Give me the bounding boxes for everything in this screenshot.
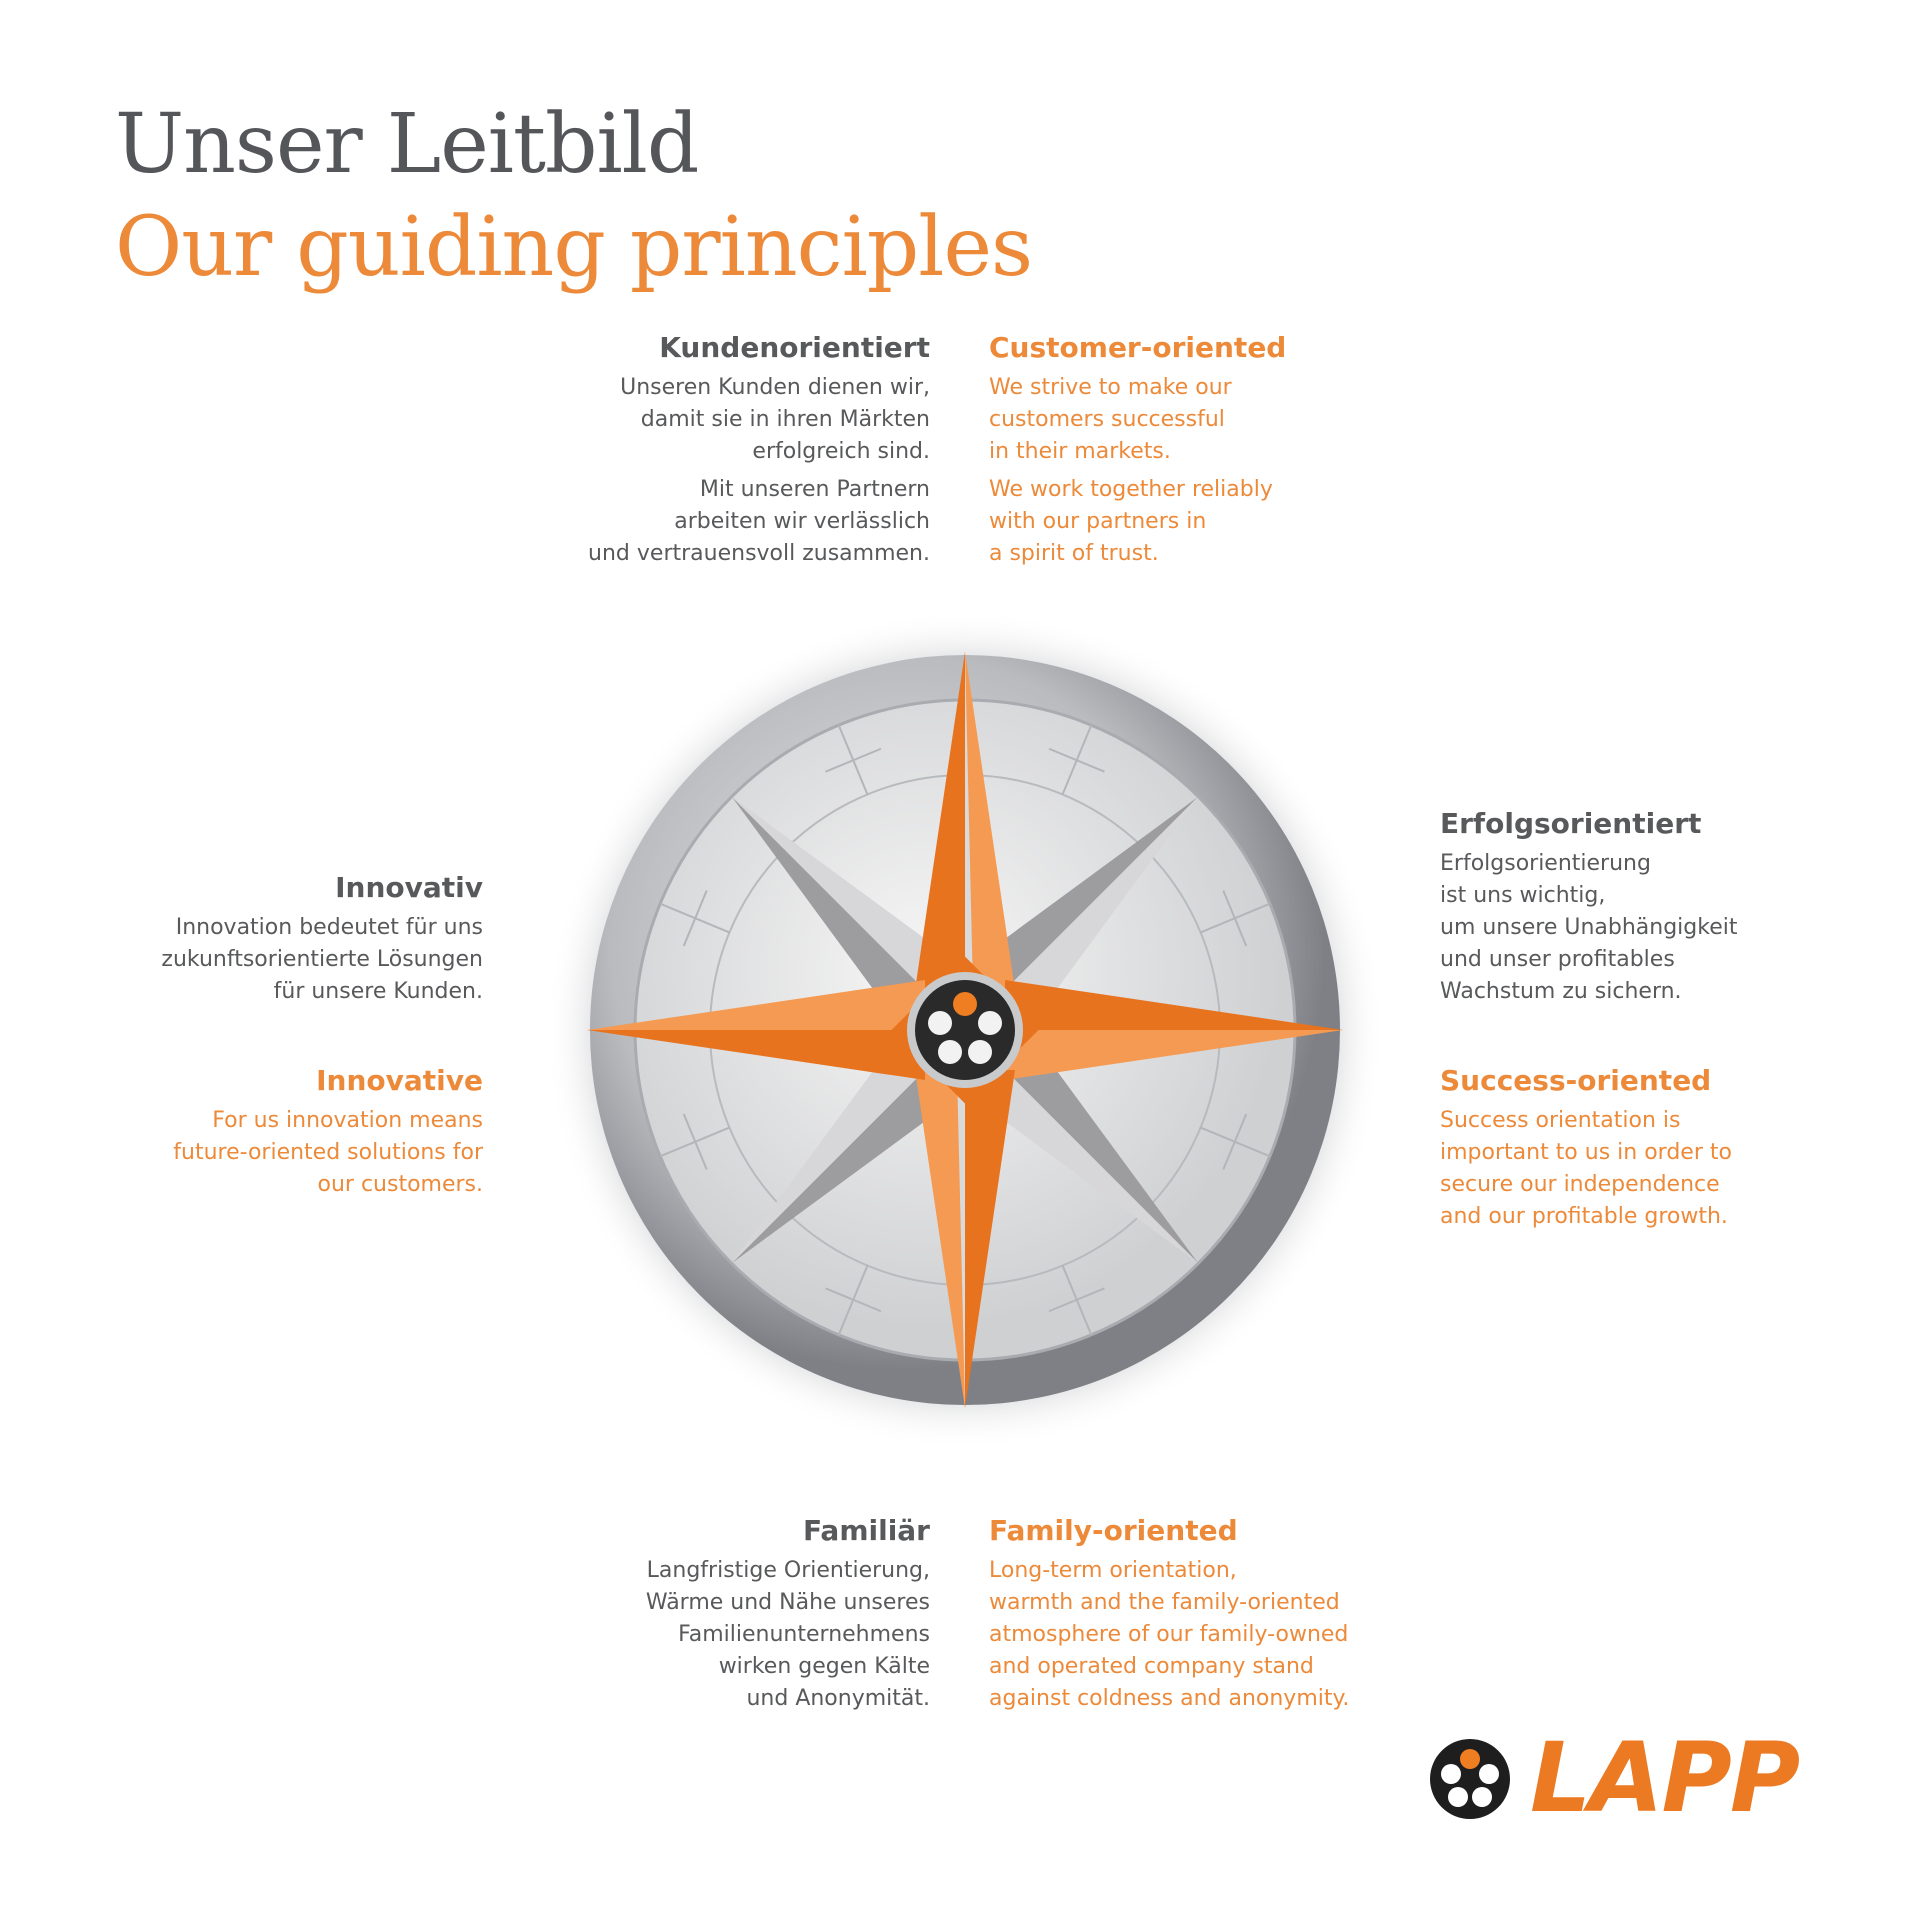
innovative-en-block bbox=[173, 1063, 483, 1201]
success-de-block bbox=[1440, 806, 1737, 1008]
text-line: and our profitable growth. bbox=[1440, 1204, 1728, 1229]
customer-de-paragraph-2 bbox=[588, 474, 930, 570]
text-line: with our partners in bbox=[989, 509, 1207, 534]
text-line: Wachstum zu sichern. bbox=[1440, 979, 1682, 1004]
text-line: For us innovation means bbox=[212, 1108, 483, 1133]
innovative-de-paragraph bbox=[161, 912, 483, 1008]
text-line: Erfolgsorientierung bbox=[1440, 851, 1651, 876]
title-german: Unser Leitbild bbox=[115, 97, 699, 192]
text-line: arbeiten wir verlässlich bbox=[674, 509, 930, 534]
text-line: Wärme und Nähe unseres bbox=[645, 1590, 930, 1615]
family-de-heading: Familiär bbox=[802, 1514, 930, 1547]
text-line: Langfristige Orientierung, bbox=[646, 1558, 930, 1583]
text-line: Mit unseren Partnern bbox=[699, 477, 930, 502]
text-line: in their markets. bbox=[989, 439, 1171, 464]
text-line: future-oriented solutions for bbox=[173, 1140, 483, 1165]
text-line: against coldness and anonymity. bbox=[989, 1686, 1350, 1711]
compass-hub-icon bbox=[907, 972, 1023, 1088]
innovative-de-block bbox=[161, 870, 483, 1008]
text-line: Innovation bedeutet für uns bbox=[175, 915, 483, 940]
success-de-heading: Erfolgsorientiert bbox=[1440, 807, 1702, 840]
text-line: important to us in order to bbox=[1440, 1140, 1732, 1165]
innovative-en-paragraph bbox=[173, 1105, 483, 1201]
text-line: wirken gegen Kälte bbox=[718, 1654, 930, 1679]
text-line: We strive to make our bbox=[989, 375, 1232, 400]
customer-en-paragraph-1 bbox=[989, 372, 1286, 468]
title-english: Our guiding principles bbox=[115, 200, 1033, 295]
customer-de-paragraph-1 bbox=[588, 372, 930, 468]
family-de-block bbox=[646, 1513, 930, 1715]
text-line: damit sie in ihren Märkten bbox=[640, 407, 930, 432]
family-en-heading: Family-oriented bbox=[989, 1514, 1238, 1547]
innovative-de-heading: Innovativ bbox=[335, 871, 483, 904]
text-line: und Anonymität. bbox=[746, 1686, 930, 1711]
customer-de-heading: Kundenorientiert bbox=[659, 331, 930, 364]
text-line: um unsere Unabhängigkeit bbox=[1440, 915, 1738, 940]
text-line: our customers. bbox=[317, 1172, 483, 1197]
text-line: ist uns wichtig, bbox=[1440, 883, 1606, 908]
customer-en-block bbox=[989, 330, 1286, 570]
success-de-paragraph bbox=[1440, 848, 1737, 1008]
text-line: und unser profitables bbox=[1440, 947, 1675, 972]
text-line: Unseren Kunden dienen wir, bbox=[620, 375, 930, 400]
family-de-paragraph bbox=[646, 1555, 930, 1715]
innovative-en-heading: Innovative bbox=[316, 1064, 483, 1097]
text-line: a spirit of trust. bbox=[989, 541, 1159, 566]
text-line: secure our independence bbox=[1440, 1172, 1720, 1197]
text-line: für unsere Kunden. bbox=[273, 979, 483, 1004]
text-line: Familienunternehmens bbox=[678, 1622, 930, 1647]
text-line: warmth and the family-oriented bbox=[989, 1590, 1340, 1615]
customer-de-block bbox=[588, 330, 930, 570]
text-line: atmosphere of our family-owned bbox=[989, 1622, 1349, 1647]
text-line: We work together reliably bbox=[989, 477, 1273, 502]
customer-en-paragraph-2 bbox=[989, 474, 1286, 570]
text-line: erfolgreich sind. bbox=[752, 439, 930, 464]
success-en-block bbox=[1440, 1063, 1732, 1233]
success-en-paragraph bbox=[1440, 1105, 1732, 1233]
family-en-paragraph bbox=[989, 1555, 1349, 1715]
text-line: customers successful bbox=[989, 407, 1225, 432]
success-en-heading: Success-oriented bbox=[1440, 1064, 1712, 1097]
text-line: zukunftsorientierte Lösungen bbox=[161, 947, 483, 972]
text-line: Success orientation is bbox=[1440, 1108, 1681, 1133]
family-en-block bbox=[989, 1513, 1349, 1715]
text-line: and operated company stand bbox=[989, 1654, 1314, 1679]
text-line: und vertrauensvoll zusammen. bbox=[588, 541, 930, 566]
customer-en-heading: Customer-oriented bbox=[989, 331, 1287, 364]
text-line: Long-term orientation, bbox=[989, 1558, 1237, 1583]
compass-rose-icon bbox=[545, 610, 1385, 1450]
lapp-cable-icon bbox=[1428, 1737, 1512, 1821]
lapp-logo-text: LAPP bbox=[1530, 1722, 1799, 1834]
